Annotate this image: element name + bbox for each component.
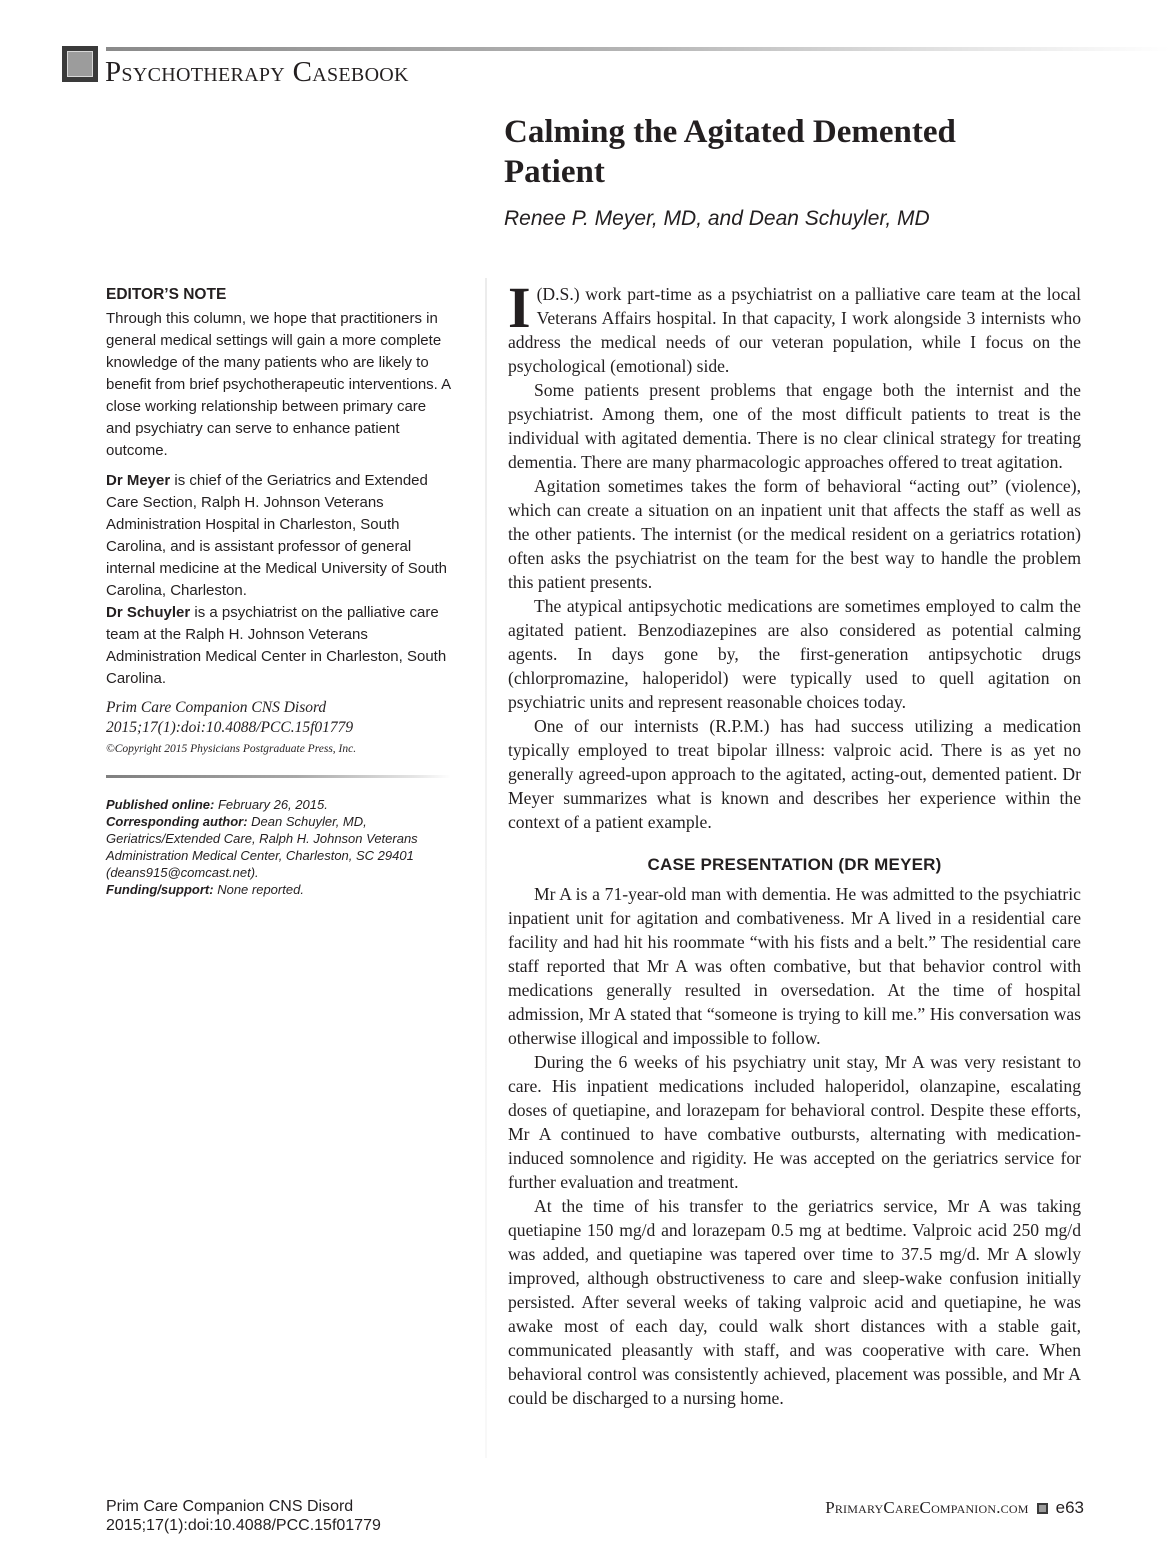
drop-cap: I	[508, 275, 531, 340]
bio-text: is a psychiatrist on the palliative care team at the Ralph H. Johnson Veterans Administration Medical Center in Charleston, South Carolina.	[106, 604, 447, 687]
editors-note-heading: EDITOR’S NOTE	[106, 286, 227, 303]
bio-text: is chief of the Geriatrics and Extended Care Section, Ralph H. Johnson Veterans Administration Hospital in Charleston, South Carolina, and is assistant professor of general internal medicine at the Medical University of South Carolina, Charleston.	[106, 472, 448, 599]
published-online	[106, 796, 451, 813]
funding-support	[106, 881, 451, 898]
copyright: ©Copyright 2015 Physicians Postgraduate Press, Inc.	[106, 743, 357, 755]
case-paragraph: Mr A is a 71-year-old man with dementia. He was admitted to the psychiatric inpatient unit for agitation and combativeness. Mr A lived in a residential care facility and had hit his roommate “with his fists and a belt.” The residential care staff reported that Mr A was often combative, but that behavior control with medications generally resulted in oversedation. At the time of hospital admission, Mr A stated that “someone is trying to kill me.” His conversation was otherwise illogical and impossible to follow.	[508, 884, 1081, 1048]
body-paragraph: Some patients present problems that engage both the internist and the psychiatrist. Among them, one of the most difficult patients to treat is the individual with agitated dementia. There is no clear clinical strategy for treating dementia. There are many pharmacologic approaches offered to treat agitation.	[508, 380, 1081, 472]
funding-value: None reported.	[213, 882, 304, 897]
paragraph-text: (D.S.) work part-time as a psychiatrist on a palliative care team at the local Veterans Affairs hospital. In that capacity, I work alongside 3 internists who address the medical needs of our veteran population, while I focus on the psychological (emotional) side.	[508, 284, 1081, 376]
author-bio-meyer	[106, 470, 451, 602]
column-divider	[485, 278, 487, 1458]
body-paragraph: One of our internists (R.P.M.) has had success utilizing a medication typically employed to treat bipolar illness: valproic acid. There is as yet no generally agreed-upon approach to the agitated, acting-out, demented patient. Dr Meyer summarizes what is known and describes her experience within the context of a patient example.	[508, 716, 1081, 832]
bio-name: Dr Schuyler	[106, 604, 191, 621]
corresponding-author	[106, 813, 451, 881]
funding-label: Funding/support:	[106, 882, 214, 897]
body-paragraph: Agitation sometimes takes the form of behavioral “acting out” (violence), which can create a situation on an inpatient unit that affects the staff as well as the other patients. The internist (or the medical resident on a geriatrics rotation) often asks the psychiatrist on the team for the best way to handle the problem this patient presents.	[508, 476, 1081, 592]
citation-doi: 2015;17(1):doi:10.4088/PCC.15f01779	[106, 719, 354, 736]
footer-doi: 2015;17(1):doi:10.4088/PCC.15f01779	[106, 1517, 381, 1534]
bio-name: Dr Meyer	[106, 472, 171, 489]
footer-site	[825, 1498, 1084, 1518]
corresponding-label: Corresponding author:	[106, 814, 248, 829]
sidebar	[106, 284, 451, 898]
article-meta	[106, 796, 451, 898]
case-presentation-heading: CASE PRESENTATION (DR MEYER)	[647, 855, 942, 874]
editors-note-text: Through this column, we hope that practitioners in general medical settings will gain a more complete knowledge of the many patients who are likely to benefit from brief psychotherapeutic interventions. A close working relationship between primary care and psychiatry can serve to enhance patient outcome.	[106, 310, 451, 459]
citation-journal: Prim Care Companion CNS Disord	[106, 699, 327, 716]
body-paragraph	[508, 275, 1081, 378]
case-paragraph: At the time of his transfer to the geriatrics service, Mr A was taking quetiapine 150 mg/d and lorazepam 0.5 mg at bedtime. Valproic acid 250 mg/d was added, and quetiapine was tapered over time to 37.5 mg/d. Mr A slowly improved, although obstructiveness to care and sleep-wake confusion initially persisted. After several weeks of taking valproic acid and quetiapine, he was awake most of each day, could walk short distances with a stable gait, communicated pleasantly with staff, and was cooperative with care. When behavioral control was consistently achieved, placement was possible, and Mr A could be discharged to a nursing home.	[508, 1196, 1081, 1408]
header-rule	[106, 47, 1170, 51]
author-bio-schuyler	[106, 602, 451, 690]
case-paragraph: During the 6 weeks of his psychiatry unit stay, Mr A was very resistant to care. His inpatient medications included haloperidol, olanzapine, escalating doses of quetiapine, and lorazepam for behavioral control. Despite these efforts, Mr A continued to have combative outbursts, alternating with medication-induced somnolence and rigidity. He was accepted on the geriatrics service for further evaluation and treatment.	[508, 1052, 1081, 1192]
page-number: e63	[1055, 1498, 1084, 1517]
body-paragraph: The atypical antipsychotic medications are sometimes employed to calm the agitated patient. Benzodiazepines are also considered as potential calming agents. In days gone by, the first-generation antipsychotic drugs (chlorpromazine, haloperidol) were typically used to quell agitation on psychiatric units and represent reasonable choices today.	[508, 596, 1081, 712]
citation	[106, 698, 451, 738]
published-label: Published online:	[106, 797, 215, 812]
article-authors: Renee P. Meyer, MD, and Dean Schuyler, MD	[504, 207, 930, 230]
article-body	[508, 275, 1081, 1410]
corresponding-value: Dean Schuyler, MD, Geriatrics/Extended Care, Ralph H. Johnson Veterans Administration Medical Center, Charleston, SC 29401 (deans915@comcast.net).	[106, 814, 418, 880]
sidebar-divider	[106, 775, 451, 778]
website-link[interactable]: PrimaryCareCompanion.com	[825, 1498, 1029, 1517]
published-value: February 26, 2015.	[214, 797, 328, 812]
section-square-icon	[62, 46, 98, 82]
square-bullet-icon	[1037, 1503, 1048, 1514]
article-title: Calming the Agitated Demented Patient	[504, 114, 956, 190]
footer-journal: Prim Care Companion CNS Disord	[106, 1498, 354, 1515]
section-title: Psychotherapy Casebook	[105, 56, 409, 88]
footer-citation	[106, 1497, 381, 1535]
